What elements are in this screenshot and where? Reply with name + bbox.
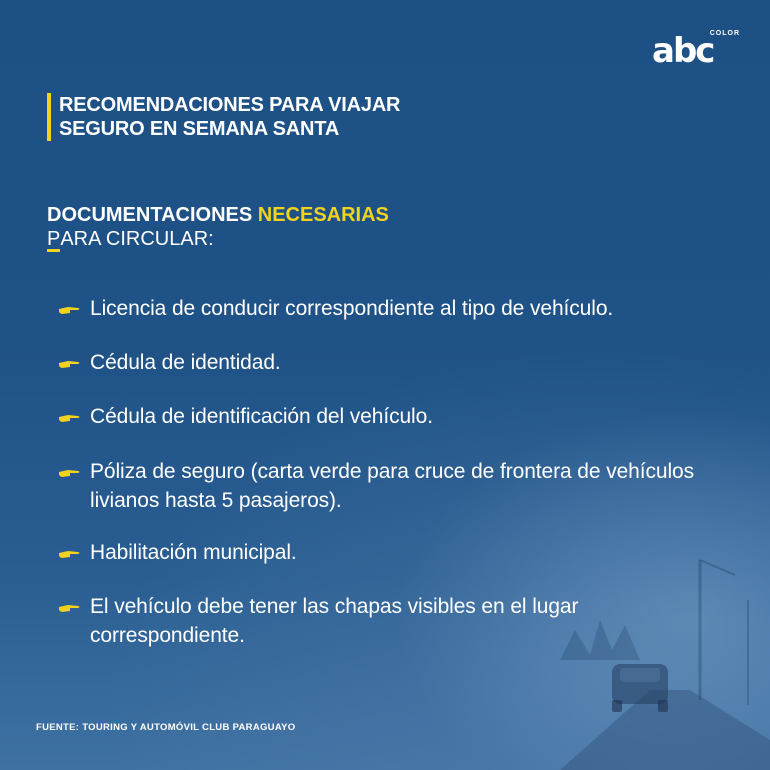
logo-wordmark: abc [652,31,714,71]
pointing-hand-icon [58,544,82,564]
list-item-text: Cédula de identidad. [90,351,281,374]
list-item-text: Cédula de identificación del vehículo. [90,405,433,428]
title-line-1: RECOMENDACIONES PARA VIAJAR [59,94,401,116]
list-item [58,457,738,515]
list-item-text: El vehículo debe tener las chapas visibles en el lugar correspondiente. [90,595,579,647]
pointing-hand-icon [58,300,82,320]
page-title [47,93,519,141]
list-item [58,538,738,567]
title-line-2: SEGURO EN SEMANA SANTA [59,118,340,140]
pointing-hand-icon [58,598,82,618]
heading-necesarias: NECESARIAS [257,204,389,226]
list-item [58,348,738,377]
list-item-text: Póliza de seguro (carta verde para cruce de frontera de vehículos livianos hasta 5 pasajeros). [90,460,695,512]
heading-documentaciones: DOCUMENTACIONES [47,204,253,226]
list-item-text: Licencia de conducir correspondiente al tipo de vehículo. [90,297,614,320]
heading-underlined-letter: P [47,228,61,250]
list-item [58,402,738,431]
abc-color-logo [652,30,740,71]
heading-line-2 [47,227,547,252]
pointing-hand-icon [58,408,82,428]
list-item [58,294,738,323]
heading-line-1 [47,203,547,227]
source-credit: FUENTE: TOURING Y AUTOMÓVIL CLUB PARAGUAYO [36,722,296,733]
list-item [58,592,738,650]
pointing-hand-icon [58,463,82,483]
heading-line-2-rest: ARA CIRCULAR: [60,228,214,250]
section-heading [47,203,547,252]
list-item-text: Habilitación municipal. [90,541,297,564]
logo-color-label: COLOR [709,30,740,37]
pointing-hand-icon [58,354,82,374]
